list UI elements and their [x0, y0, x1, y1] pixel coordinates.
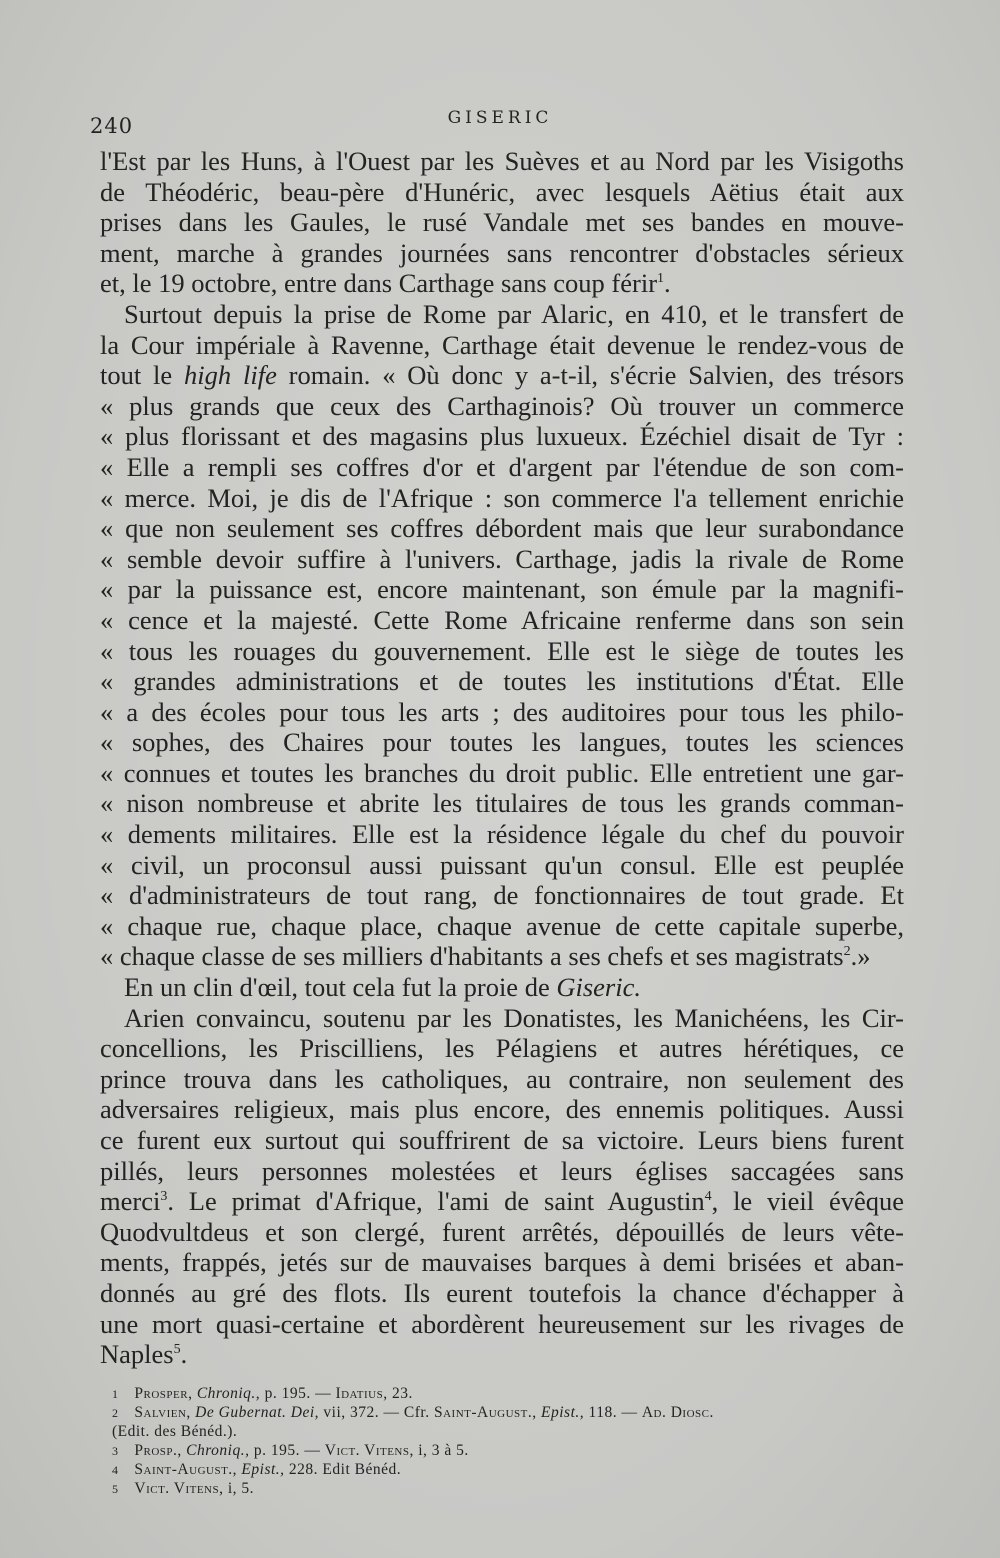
- text-line: « Elle a rempli ses coffres d'or et d'argent par l'étendue de son com-: [100, 451, 904, 482]
- footnote: 5 Vict. Vitens, i, 5.: [112, 1480, 255, 1497]
- footnote: 2 Salvien, De Gubernat. Dei, vii, 372. — Cfr. Saint-August., Epist., 118. — Ad. Diosc.: [112, 1404, 714, 1421]
- text-line: et, le 19 octobre, entre dans Carthage sans coup férir$^1$.: [100, 268, 671, 299]
- footnote-ref: 4: [704, 1189, 712, 1205]
- text-line: de Théodéric, beau-père d'Hunéric, avec lesquels Aëtius était aux: [100, 176, 904, 207]
- body-text: [100, 146, 904, 1370]
- text-line: « plus florissant et des magasins plus luxueux. Ézéchiel disait de Tyr :: [100, 421, 904, 452]
- text-line: « que non seulement ses coffres débordent mais que leur surabondance: [100, 513, 904, 544]
- text-line: Naples$^5$.: [100, 1339, 188, 1370]
- text-line: « par la puissance est, encore maintenant, son émule par la magnifi-: [100, 574, 904, 605]
- italic-phrase: high life: [184, 360, 277, 391]
- text-line: « chaque rue, chaque place, chaque avenue de cette capitale superbe,: [100, 910, 904, 941]
- text-line: Arien convaincu, soutenu par les Donatistes, les Manichéens, les Cir-: [124, 1002, 904, 1033]
- footnote: 4 Saint-August., Epist., 228. Edit Bénéd.: [112, 1461, 402, 1478]
- text-line: En un clin d'œil, tout cela fut la proie de Giseric.: [124, 972, 641, 1003]
- text-line: ment, marche à grandes journées sans rencontrer d'obstacles sérieux: [100, 237, 904, 268]
- text-line: une mort quasi-certaine et abordèrent heureusement sur les rivages de: [100, 1308, 904, 1339]
- text-line: « tous les rouages du gouvernement. Elle est le siège de toutes les: [100, 635, 904, 666]
- page-header: [90, 106, 910, 142]
- text-line: prises dans les Gaules, le rusé Vandale met ses bandes en mouve-: [100, 207, 904, 238]
- text-line: « cence et la majesté. Cette Rome Africaine renferme dans son sein: [100, 604, 904, 635]
- footnote: 1 Prosper, Chroniq., p. 195. — Idatius, 23.: [112, 1385, 413, 1402]
- text-line: concellions, les Priscilliens, les Pélagiens et autres hérétiques, ce: [100, 1033, 904, 1064]
- italic-name: Giseric.: [556, 972, 641, 1003]
- footnotes: [112, 1384, 902, 1498]
- text-line: Quodvultdeus et son clergé, furent arrêtés, dépouillés de leurs vête-: [100, 1216, 904, 1247]
- text-line: adversaires religieux, mais plus encore, des ennemis politiques. Aussi: [100, 1094, 904, 1125]
- text-line: « merce. Moi, je dis de l'Afrique : son commerce l'a tellement enrichie: [100, 482, 904, 513]
- text-line: « chaque classe de ses milliers d'habitants a ses chefs et ses magistrats$^2$.»: [100, 941, 871, 972]
- text-line: l'Est par les Huns, à l'Ouest par les Suèves et au Nord par les Visigoths: [100, 146, 904, 176]
- text-line: tout le high life romain. « Où donc y a-t-il, s'écrie Salvien, des trésors: [100, 360, 905, 391]
- text-line: pillés, leurs personnes molestées et leurs églises saccagées sans: [100, 1155, 904, 1186]
- text-line: donnés au gré des flots. Ils eurent toutefois la chance d'échapper à: [100, 1277, 904, 1308]
- text-line: « grandes administrations et de toutes les institutions d'État. Elle: [100, 666, 904, 697]
- text-line: « connues et toutes les branches du droit public. Elle entretient une gar-: [100, 757, 904, 788]
- text-line: « a des écoles pour tous les arts ; des auditoires pour tous les philo-: [100, 696, 904, 727]
- footnote-ref: 2: [843, 944, 851, 960]
- text-line: la Cour impériale à Ravenne, Carthage était devenue le rendez-vous de: [100, 329, 904, 360]
- text-line: prince trouva dans les catholiques, au contraire, non seulement des: [100, 1063, 904, 1094]
- running-title: GISERIC: [447, 108, 553, 128]
- text-line: ce furent eux surtout qui souffrirent de sa victoire. Leurs biens furent: [100, 1125, 904, 1155]
- text-line: Surtout depuis la prise de Rome par Alaric, en 410, et le transfert de: [124, 298, 904, 329]
- text-line: « nison nombreuse et abrite les titulaires de tous les grands comman-: [100, 788, 904, 819]
- text-line: « plus grands que ceux des Carthaginois? Où trouver un commerce: [100, 390, 904, 421]
- text-line: « d'administrateurs de tout rang, de fonctionnaires de tout grade. Et: [100, 880, 904, 911]
- text-line: merci$^3$. Le primat d'Afrique, l'ami de saint Augustin$^4$, le vieil évêque: [100, 1186, 904, 1217]
- footnote-ref: 5: [173, 1342, 181, 1358]
- footnote-ref: 1: [657, 271, 665, 287]
- text-line: « semble devoir suffire à l'univers. Carthage, jadis la rivale de Rome: [100, 543, 904, 574]
- text-line: « dements militaires. Elle est la résidence légale du chef du pouvoir: [100, 819, 904, 850]
- page-number: 240: [90, 114, 134, 138]
- footnote-ref: 3: [160, 1189, 168, 1205]
- text-line: ments, frappés, jetés sur de mauvaises barques à demi brisées et aban-: [100, 1247, 904, 1278]
- footnote-continuation: (Edit. des Bénéd.).: [112, 1423, 238, 1440]
- text-line: « civil, un proconsul aussi puissant qu'un consul. Elle est peuplée: [100, 849, 904, 880]
- text-line: « sophes, des Chaires pour toutes les langues, toutes les sciences: [100, 727, 904, 758]
- footnote: 3 Prosp., Chroniq., p. 195. — Vict. Vitens, i, 3 à 5.: [112, 1442, 469, 1459]
